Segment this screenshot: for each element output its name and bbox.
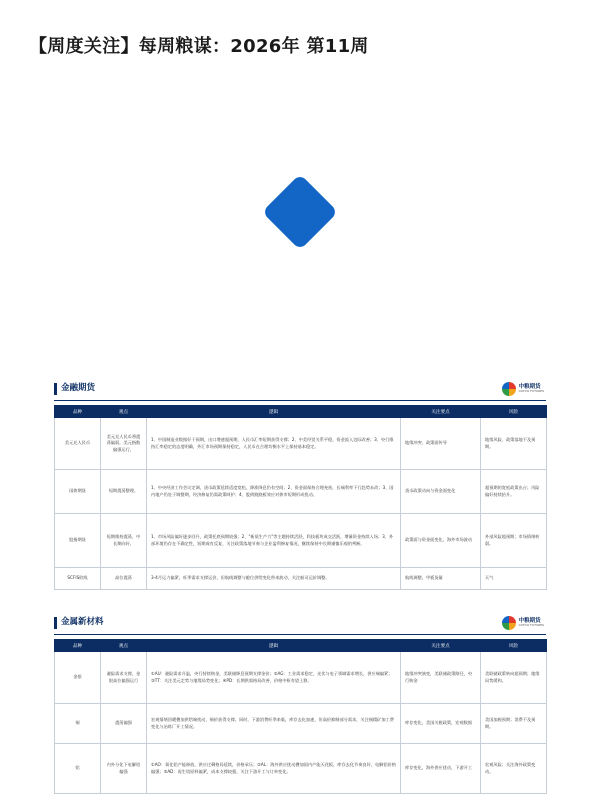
header-logic: 逻辑 xyxy=(147,406,401,418)
brand-sub: COFCO FUTURES xyxy=(518,623,544,628)
cell-risk: 美国加税预期；消费不及预期。 xyxy=(481,704,547,744)
header-risk: 风险 xyxy=(481,406,547,418)
header-variety: 品种 xyxy=(55,640,101,652)
section-title: 金属新材料 xyxy=(61,617,104,627)
cell-logic: 1、中国制造业数据好于预期，出口增速超预期，人民币汇率短期获得支撑；2、中美经贸关系平稳，资金流入边际改善；3、央行维持汇率稳定的态度明确，外汇市场预期保持稳定，人民币在合理均衡水平上保持基本稳定。 xyxy=(147,418,401,470)
cell-name: SCFIS欧线 xyxy=(55,568,101,590)
brand-name: 中粮期货 xyxy=(518,383,541,390)
cell-name: 金银 xyxy=(55,652,101,704)
section-bar-icon xyxy=(54,617,57,629)
cell-focus: 库存变化，美国关税政策，宏观数据 xyxy=(401,704,481,744)
cell-logic: 3-4月运力偏紧，旺季需求支撑运价，但航线调整与舱位供给变化带来波动，关注船司运价调整。 xyxy=(147,568,401,590)
section-metals-new-materials xyxy=(54,614,546,794)
cell-view: 美元兑人民币将震荡偏弱，美元指数偏强运行。 xyxy=(101,418,147,470)
metals-table xyxy=(54,639,547,794)
table-row xyxy=(55,470,547,514)
header-view: 观点 xyxy=(101,640,147,652)
brand-name: 中粮期货 xyxy=(518,617,541,624)
cell-name: 铝 xyxy=(55,744,101,794)
cell-name: 铜 xyxy=(55,704,101,744)
table-row xyxy=(55,652,547,704)
cell-risk: 美联储政策转向超预期；地缘局势缓和。 xyxy=(481,652,547,704)
header-logic: 逻辑 xyxy=(147,640,401,652)
cell-view: 高位震荡 xyxy=(101,568,147,590)
cell-focus: 货币政策动向与资金面变化 xyxy=(401,470,481,514)
header-variety: 品种 xyxy=(55,406,101,418)
logo-diamond-icon xyxy=(262,174,338,250)
table-row xyxy=(55,568,547,590)
cell-risk: 地缘风险、政策落地不及预期。 xyxy=(481,418,547,470)
brand-mark-icon xyxy=(502,382,516,396)
header-focus: 关注要点 xyxy=(401,406,481,418)
section-title: 金融期货 xyxy=(61,383,96,393)
cell-focus: 航线调整，甲板货量 xyxy=(401,568,481,590)
cell-focus: 库存变化，海外供应扰动，下游开工 xyxy=(401,744,481,794)
table-row xyxy=(55,704,547,744)
header-focus: 关注要点 xyxy=(401,640,481,652)
financial-futures-table xyxy=(54,405,547,590)
cell-focus: 地缘冲突、政策面传导 xyxy=(401,418,481,470)
section-header xyxy=(54,380,546,401)
cell-view: 避险需求支撑，金银高位偏强运行 xyxy=(101,652,147,704)
cell-logic: 1、市场风险偏好逐步回升，政策托底预期较强；2、"新质生产力"等主题持续活跃，科技板块成交活跃，增量资金持续入场；3、外部环境仍存在不确定性，短期或有反复，关注政策落地节奏与企业盈利修复情况，继续保持中长期谨慎乐观的判断。 xyxy=(147,514,401,568)
brand-logo xyxy=(502,615,544,631)
cell-risk: 天气 xyxy=(481,568,547,590)
table-row xyxy=(55,744,547,794)
cell-view: 震荡偏强 xyxy=(101,704,147,744)
cell-name: 股指期货 xyxy=(55,514,101,568)
page-title: 【周度关注】每周粮谋：2026年 第11周 xyxy=(29,36,369,57)
section-bar-icon xyxy=(54,383,57,395)
section-header xyxy=(54,614,546,635)
table-row xyxy=(55,514,547,568)
cell-logic: 1、中央经济工作会议定调，货币政策延续适度宽松，降准降息仍有空间；2、资金面保持合理充裕，长端利率下行趋势未改；3、国内地产仍处于调整期，经济修复仍需政策呵护；4、股债跷跷板效应对债市短期形成扰动。 xyxy=(147,470,401,514)
cell-view: 短期维持震荡，中长期向好。 xyxy=(101,514,147,568)
brand-mark-icon xyxy=(502,616,516,630)
cell-risk: 宏观风险；关注海外政策变动。 xyxy=(481,744,547,794)
table-row xyxy=(55,418,547,470)
section-financial-futures xyxy=(54,380,546,590)
cell-logic: ①AU：避险需求升温，央行持续购金，美联储降息预期支撑金价；②AG：工业需求稳定，光伏与电子领域需求增长，供应端偏紧；③TT：关注美元走势与地缘局势变化；④PD：长期供需格局改善，价格中枢有望上移。 xyxy=(147,652,401,704)
cell-name: 国债期货 xyxy=(55,470,101,514)
cell-view: 短期震荡整理。 xyxy=(101,470,147,514)
cell-focus: 地缘冲突演变，美联储政策路径，央行购金 xyxy=(401,652,481,704)
cell-name: 美元兑人民币 xyxy=(55,418,101,470)
header-risk: 风险 xyxy=(481,640,547,652)
cell-risk: 外部风险超预期；市场情绪转弱。 xyxy=(481,514,547,568)
brand-logo xyxy=(502,381,544,397)
brand-sub: COFCO FUTURES xyxy=(518,389,544,394)
header-view: 观点 xyxy=(101,406,147,418)
cell-logic: 宏观情绪回暖叠加供给端扰动，铜价获得支撑。同时，下游消费旺季来临，库存去化加速，但高价抑制部分需求，关注铜精矿加工费变化与冶炼厂开工情况。 xyxy=(147,704,401,744)
cell-logic: ①AO：氧化铝产能释放，供应过剩格局延续，价格承压；②AL：海外供应扰动叠加国内产能天花板，库存去化节奏良好，电解铝价格偏强；③AD：再生铝原料偏紧，成本支撑较强，关注下游开工与订单变化。 xyxy=(147,744,401,794)
cell-risk: 超预期的宽松政策出台；风险偏好持续抬升。 xyxy=(481,470,547,514)
cell-view: 内外分化下电解铝偏强 xyxy=(101,744,147,794)
cell-focus: 政策面与资金面变化，海外市场波动 xyxy=(401,514,481,568)
